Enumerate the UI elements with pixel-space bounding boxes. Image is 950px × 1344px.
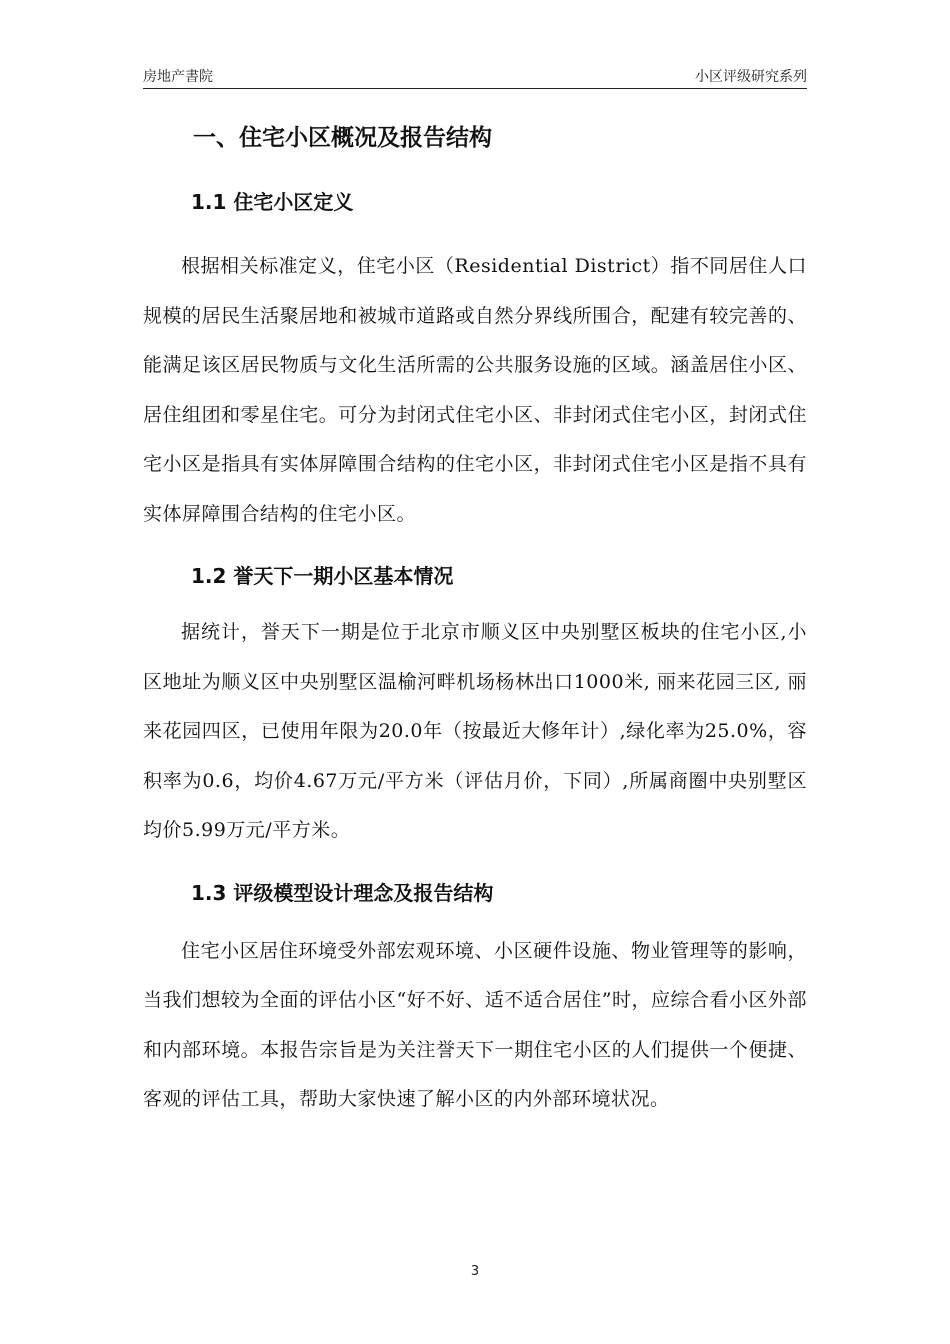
page-header (143, 66, 807, 89)
section-body-1-1: 根据相关标准定义，住宅小区（Residential District）指不同居住人口规模的居民生活聚居地和被城市道路或自然分界线所围合，配建有较完善的、能满足该区居民物质与文化生活所需的公共服务设施的区域。涵盖居住小区、居住组团和零星住宅。可分为封闭式住宅小区、非封闭式住宅小区，封闭式住宅小区是指具有实体屏障围合结构的住宅小区，非封闭式住宅小区是指不具有实体屏障围合结构的住宅小区。 (143, 255, 807, 525)
page-content (143, 118, 807, 1125)
chapter-title: 一、住宅小区概况及报告结构 (193, 125, 492, 151)
section-heading-1-3: 1.3 评级模型设计理念及报告结构 (191, 880, 494, 905)
section-heading-1-1: 1.1 住宅小区定义 (191, 190, 354, 214)
section-body-1-2: 据统计，誉天下一期是位于北京市顺义区中央别墅区板块的住宅小区,小区地址为顺义区中央别墅区温榆河畔机场杨林出口1000米, 丽来花园三区, 丽来花园四区，已使用年限为20.0年（按最近大修年计）,绿化率为25.0%，容积率为0.6，均价4.67万元/平方米（评估月价，下同）,所属商圈中央别墅区均价5.99万元/平方米。 (143, 621, 807, 841)
header-publisher: 房地产書院 (143, 69, 213, 85)
page-number: 3 (470, 1264, 480, 1279)
section-heading-1-2: 1.2 誉天下一期小区基本情况 (191, 564, 454, 588)
section-body-1-3: 住宅小区居住环境受外部宏观环境、小区硬件设施、物业管理等的影响，当我们想较为全面的评估小区“好不好、适不适合居住”时，应综合看小区外部和内部环境。本报告宗旨是为关注誉天下一期住宅小区的人们提供一个便捷、客观的评估工具，帮助大家快速了解小区的内外部环境状况。 (143, 939, 807, 1110)
header-series-title: 小区评级研究系列 (695, 69, 807, 85)
